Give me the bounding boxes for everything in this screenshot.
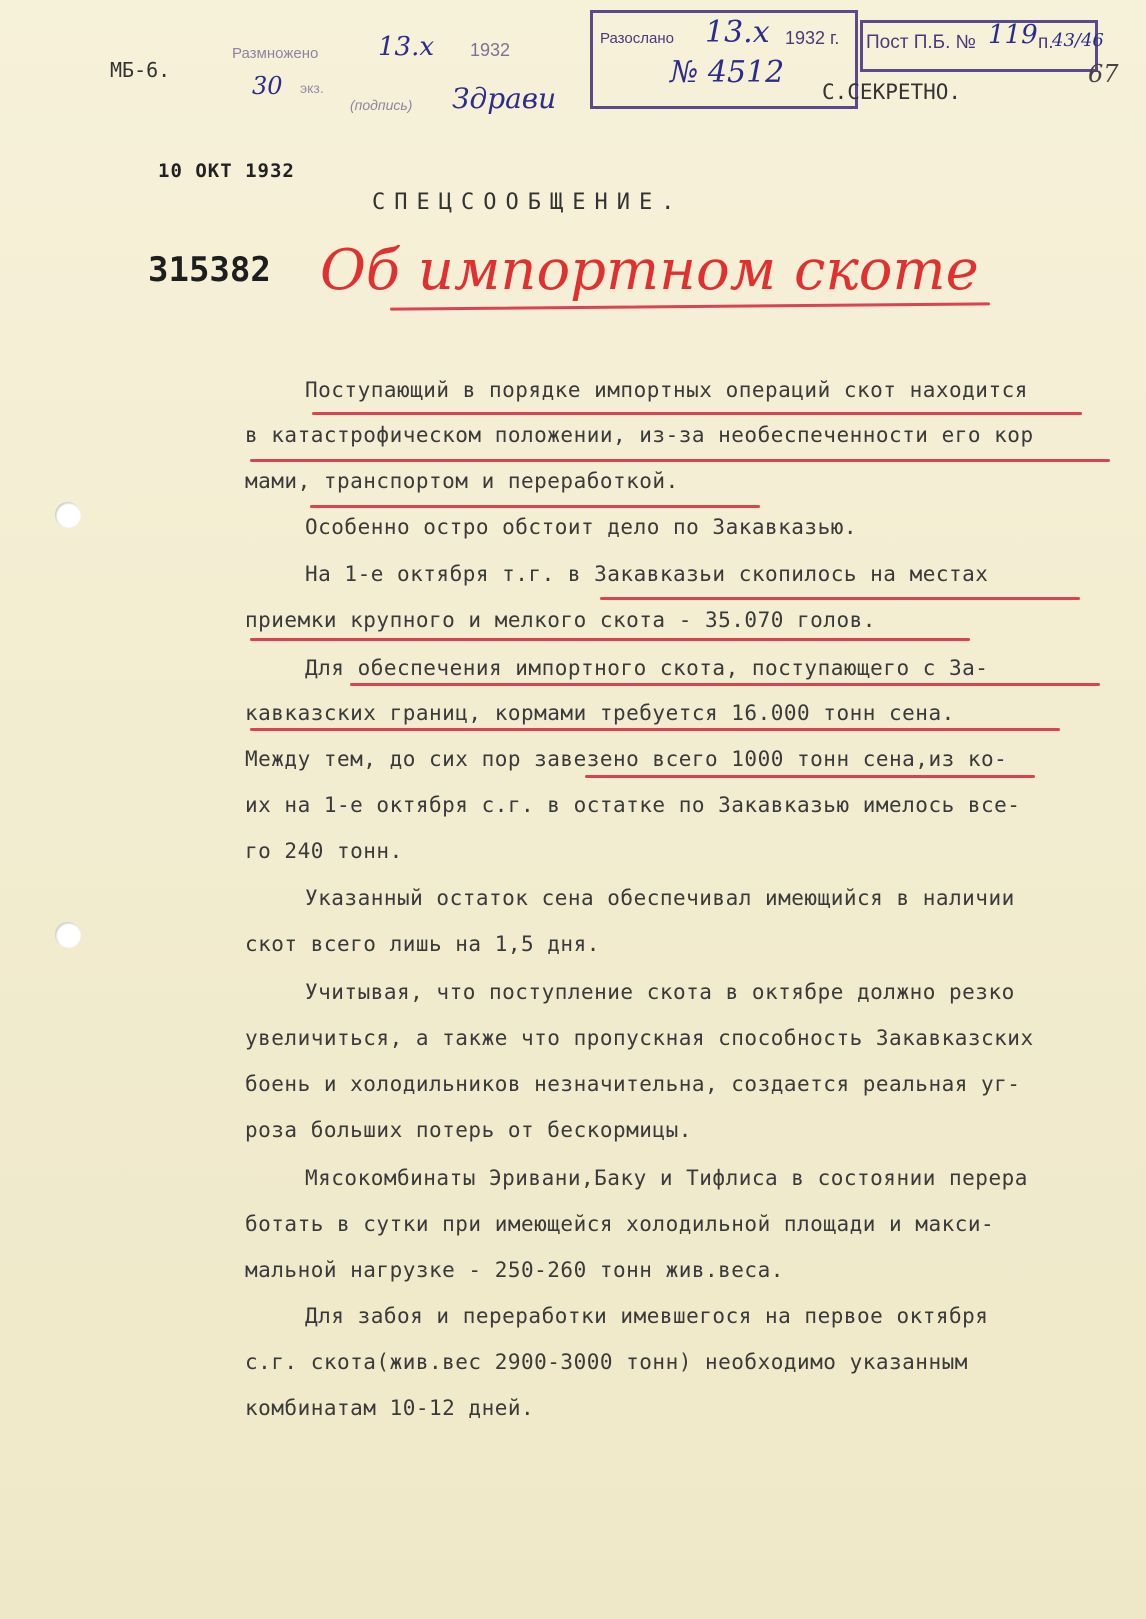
handwritten-subject: Об импортном скоте (320, 238, 979, 303)
body-line: Указанный остаток сена обеспечивал имеющийся в наличии (305, 886, 1015, 910)
body-line: скот всего лишь на 1,5 дня. (245, 932, 600, 956)
body-line: Для забоя и переработки имевшегося на первое октября (305, 1304, 989, 1328)
copies-date: 13.х (378, 32, 435, 62)
body-line: го 240 тонн. (245, 839, 403, 863)
body-line: мальной нагрузке - 250-260 тонн жив.веса. (245, 1258, 784, 1282)
received-year: 1932 г. (785, 28, 840, 48)
body-line: Между тем, до сих пор завезено всего 1000 тонн сена,из ко- (245, 747, 1008, 771)
form-code: МБ-6. (110, 58, 171, 82)
post-number: 119 (988, 20, 1038, 50)
underline-8 (585, 775, 1035, 778)
received-date: 13.х (705, 15, 770, 50)
body-line: роза больших потерь от бескормицы. (245, 1118, 692, 1142)
copies-label: Размножено (232, 45, 319, 62)
underline-4 (600, 597, 1080, 600)
copies-count: 30 (252, 72, 283, 100)
received-label: Разослано (600, 30, 674, 47)
underline-6 (350, 683, 1100, 686)
body-line: мами, транспортом и переработкой. (245, 469, 679, 493)
registration-number: 315382 (148, 250, 271, 290)
body-line: приемки крупного и мелкого скота - 35.070 голов. (245, 608, 876, 632)
body-line: Для обеспечения импортного скота, поступающего с За- (305, 656, 989, 680)
copies-year: 1932 (470, 40, 511, 60)
copies-unit: экз. (300, 80, 324, 96)
punch-hole-bottom (55, 922, 81, 948)
body-line: комбинатам 10-12 дней. (245, 1396, 535, 1420)
post-item: п. (1038, 32, 1054, 53)
signature: Здрави (452, 82, 557, 115)
body-line: их на 1-е октября с.г. в остатке по Закавказью имелось все- (245, 793, 1021, 817)
body-line: с.г. скота(жив.вес 2900-3000 тонн) необходимо указанным (245, 1350, 968, 1374)
punch-hole-top (55, 502, 81, 528)
underline-7 (250, 728, 1060, 731)
body-line: боень и холодильников незначительна, создается реальная уг- (245, 1072, 1021, 1096)
body-line: ботать в сутки при имеющейся холодильной площади и макси- (245, 1212, 995, 1236)
underline-3 (310, 505, 760, 508)
underline-2 (250, 459, 1110, 462)
date-stamp: 10 ОКТ 1932 (158, 160, 295, 182)
body-line: На 1-е октября т.г. в Закавказьи скопилось на местах (305, 562, 989, 586)
body-line: Особенно остро обстоит дело по Закавказью. (305, 515, 858, 539)
body-line: Учитывая, что поступление скота в октябре должно резко (305, 980, 1015, 1004)
body-line: Поступающий в порядке импортных операций скот находится (305, 378, 1028, 402)
body-line: увеличиться, а также что пропускная способность Закавказских (245, 1026, 1034, 1050)
document-title: СПЕЦСООБЩЕНИЕ. (372, 190, 684, 215)
body-line: кавказских границ, кормами требуется 16.000 тонн сена. (245, 701, 955, 725)
post-label: Пост П.Б. № (866, 32, 977, 53)
classification: С.СЕКРЕТНО. (822, 80, 962, 104)
body-line: Мясокомбинаты Эривани,Баку и Тифлиса в состоянии перера (305, 1166, 1028, 1190)
received-number: № 4512 (670, 55, 785, 90)
underline-5 (250, 638, 970, 641)
post-fraction: 43/46 (1052, 30, 1104, 51)
underline-1 (312, 412, 1082, 415)
signature-label: (подпись) (350, 97, 413, 113)
body-line: в катастрофическом положении, из-за необеспеченности его кор (245, 423, 1034, 447)
page-number: 67 (1088, 60, 1119, 88)
